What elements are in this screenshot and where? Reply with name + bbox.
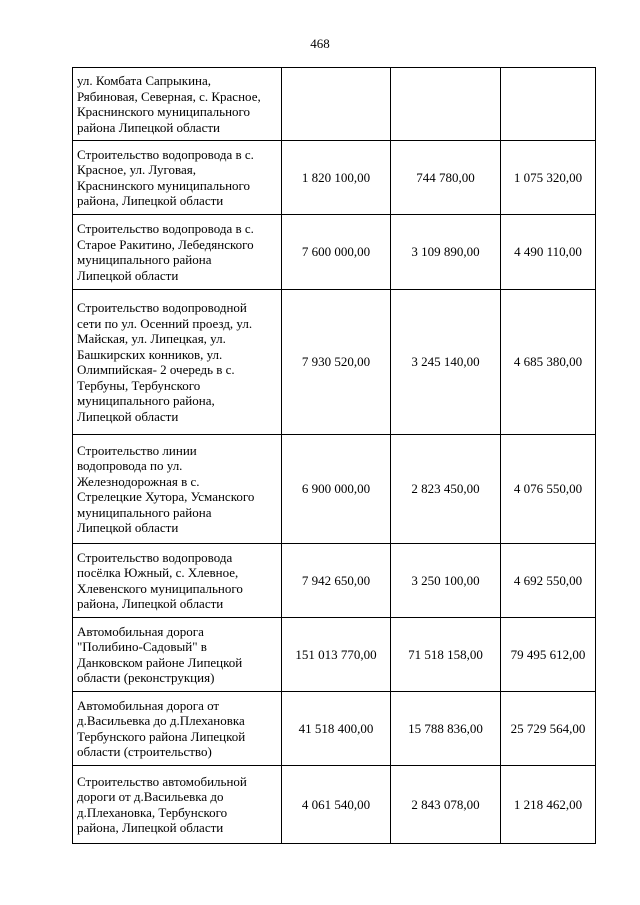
table-row — [73, 290, 596, 435]
table-row — [73, 68, 596, 141]
budget-table — [72, 67, 596, 844]
total-amount-cell: 7 930 520,00 — [282, 290, 391, 435]
amount-2-cell: 2 823 450,00 — [391, 435, 501, 544]
table-row — [73, 766, 596, 844]
total-amount-cell: 6 900 000,00 — [282, 435, 391, 544]
amount-3-cell: 4 685 380,00 — [501, 290, 596, 435]
project-name-cell: Строительство водопровода в с. Красное, ул. Луговая, Краснинского муниципального района, Липецкой области — [73, 141, 282, 215]
total-amount-cell: 7 942 650,00 — [282, 544, 391, 618]
amount-2-cell: 15 788 836,00 — [391, 692, 501, 766]
amount-2-cell: 3 245 140,00 — [391, 290, 501, 435]
table-row — [73, 544, 596, 618]
table-row — [73, 618, 596, 692]
amount-3-cell — [501, 68, 596, 141]
table-row — [73, 141, 596, 215]
project-name-cell: Автомобильная дорога от д.Васильевка до д.Плехановка Тербунского района Липецкой области (строительство) — [73, 692, 282, 766]
amount-3-cell: 79 495 612,00 — [501, 618, 596, 692]
total-amount-cell: 7 600 000,00 — [282, 215, 391, 290]
total-amount-cell: 151 013 770,00 — [282, 618, 391, 692]
table-row — [73, 435, 596, 544]
amount-2-cell: 744 780,00 — [391, 141, 501, 215]
project-name-cell: Автомобильная дорога "Полибино-Садовый" в Данковском районе Липецкой области (реконструкция) — [73, 618, 282, 692]
total-amount-cell: 41 518 400,00 — [282, 692, 391, 766]
project-name-cell: Строительство водопроводной сети по ул. Осенний проезд, ул. Майская, ул. Липецкая, ул. Башкирских конников, ул. Олимпийская- 2 очередь в с. Тербуны, Тербунского муниципального района, Липецкой области — [73, 290, 282, 435]
amount-2-cell: 3 109 890,00 — [391, 215, 501, 290]
amount-3-cell: 4 076 550,00 — [501, 435, 596, 544]
project-name-cell: Строительство водопровода в с. Старое Ракитино, Лебедянского муниципального района Липецкой области — [73, 215, 282, 290]
project-name-cell: ул. Комбата Сапрыкина, Рябиновая, Северная, с. Красное, Краснинского муниципального района Липецкой области — [73, 68, 282, 141]
amount-3-cell: 25 729 564,00 — [501, 692, 596, 766]
total-amount-cell: 4 061 540,00 — [282, 766, 391, 844]
amount-2-cell: 2 843 078,00 — [391, 766, 501, 844]
amount-2-cell: 71 518 158,00 — [391, 618, 501, 692]
table-row — [73, 692, 596, 766]
page-number: 468 — [310, 36, 330, 51]
project-name-cell: Строительство водопровода посёлка Южный, с. Хлевное, Хлевенского муниципального района, Липецкой области — [73, 544, 282, 618]
amount-3-cell: 4 490 110,00 — [501, 215, 596, 290]
amount-2-cell — [391, 68, 501, 141]
project-name-cell: Строительство линии водопровода по ул. Железнодорожная в с. Стрелецкие Хутора, Усманского муниципального района Липецкой области — [73, 435, 282, 544]
amount-3-cell: 1 218 462,00 — [501, 766, 596, 844]
table-row — [73, 215, 596, 290]
amount-2-cell: 3 250 100,00 — [391, 544, 501, 618]
total-amount-cell — [282, 68, 391, 141]
total-amount-cell: 1 820 100,00 — [282, 141, 391, 215]
amount-3-cell: 4 692 550,00 — [501, 544, 596, 618]
project-name-cell: Строительство автомобильной дороги от д.Васильевка до д.Плехановка, Тербунского района, Липецкой области — [73, 766, 282, 844]
amount-3-cell: 1 075 320,00 — [501, 141, 596, 215]
